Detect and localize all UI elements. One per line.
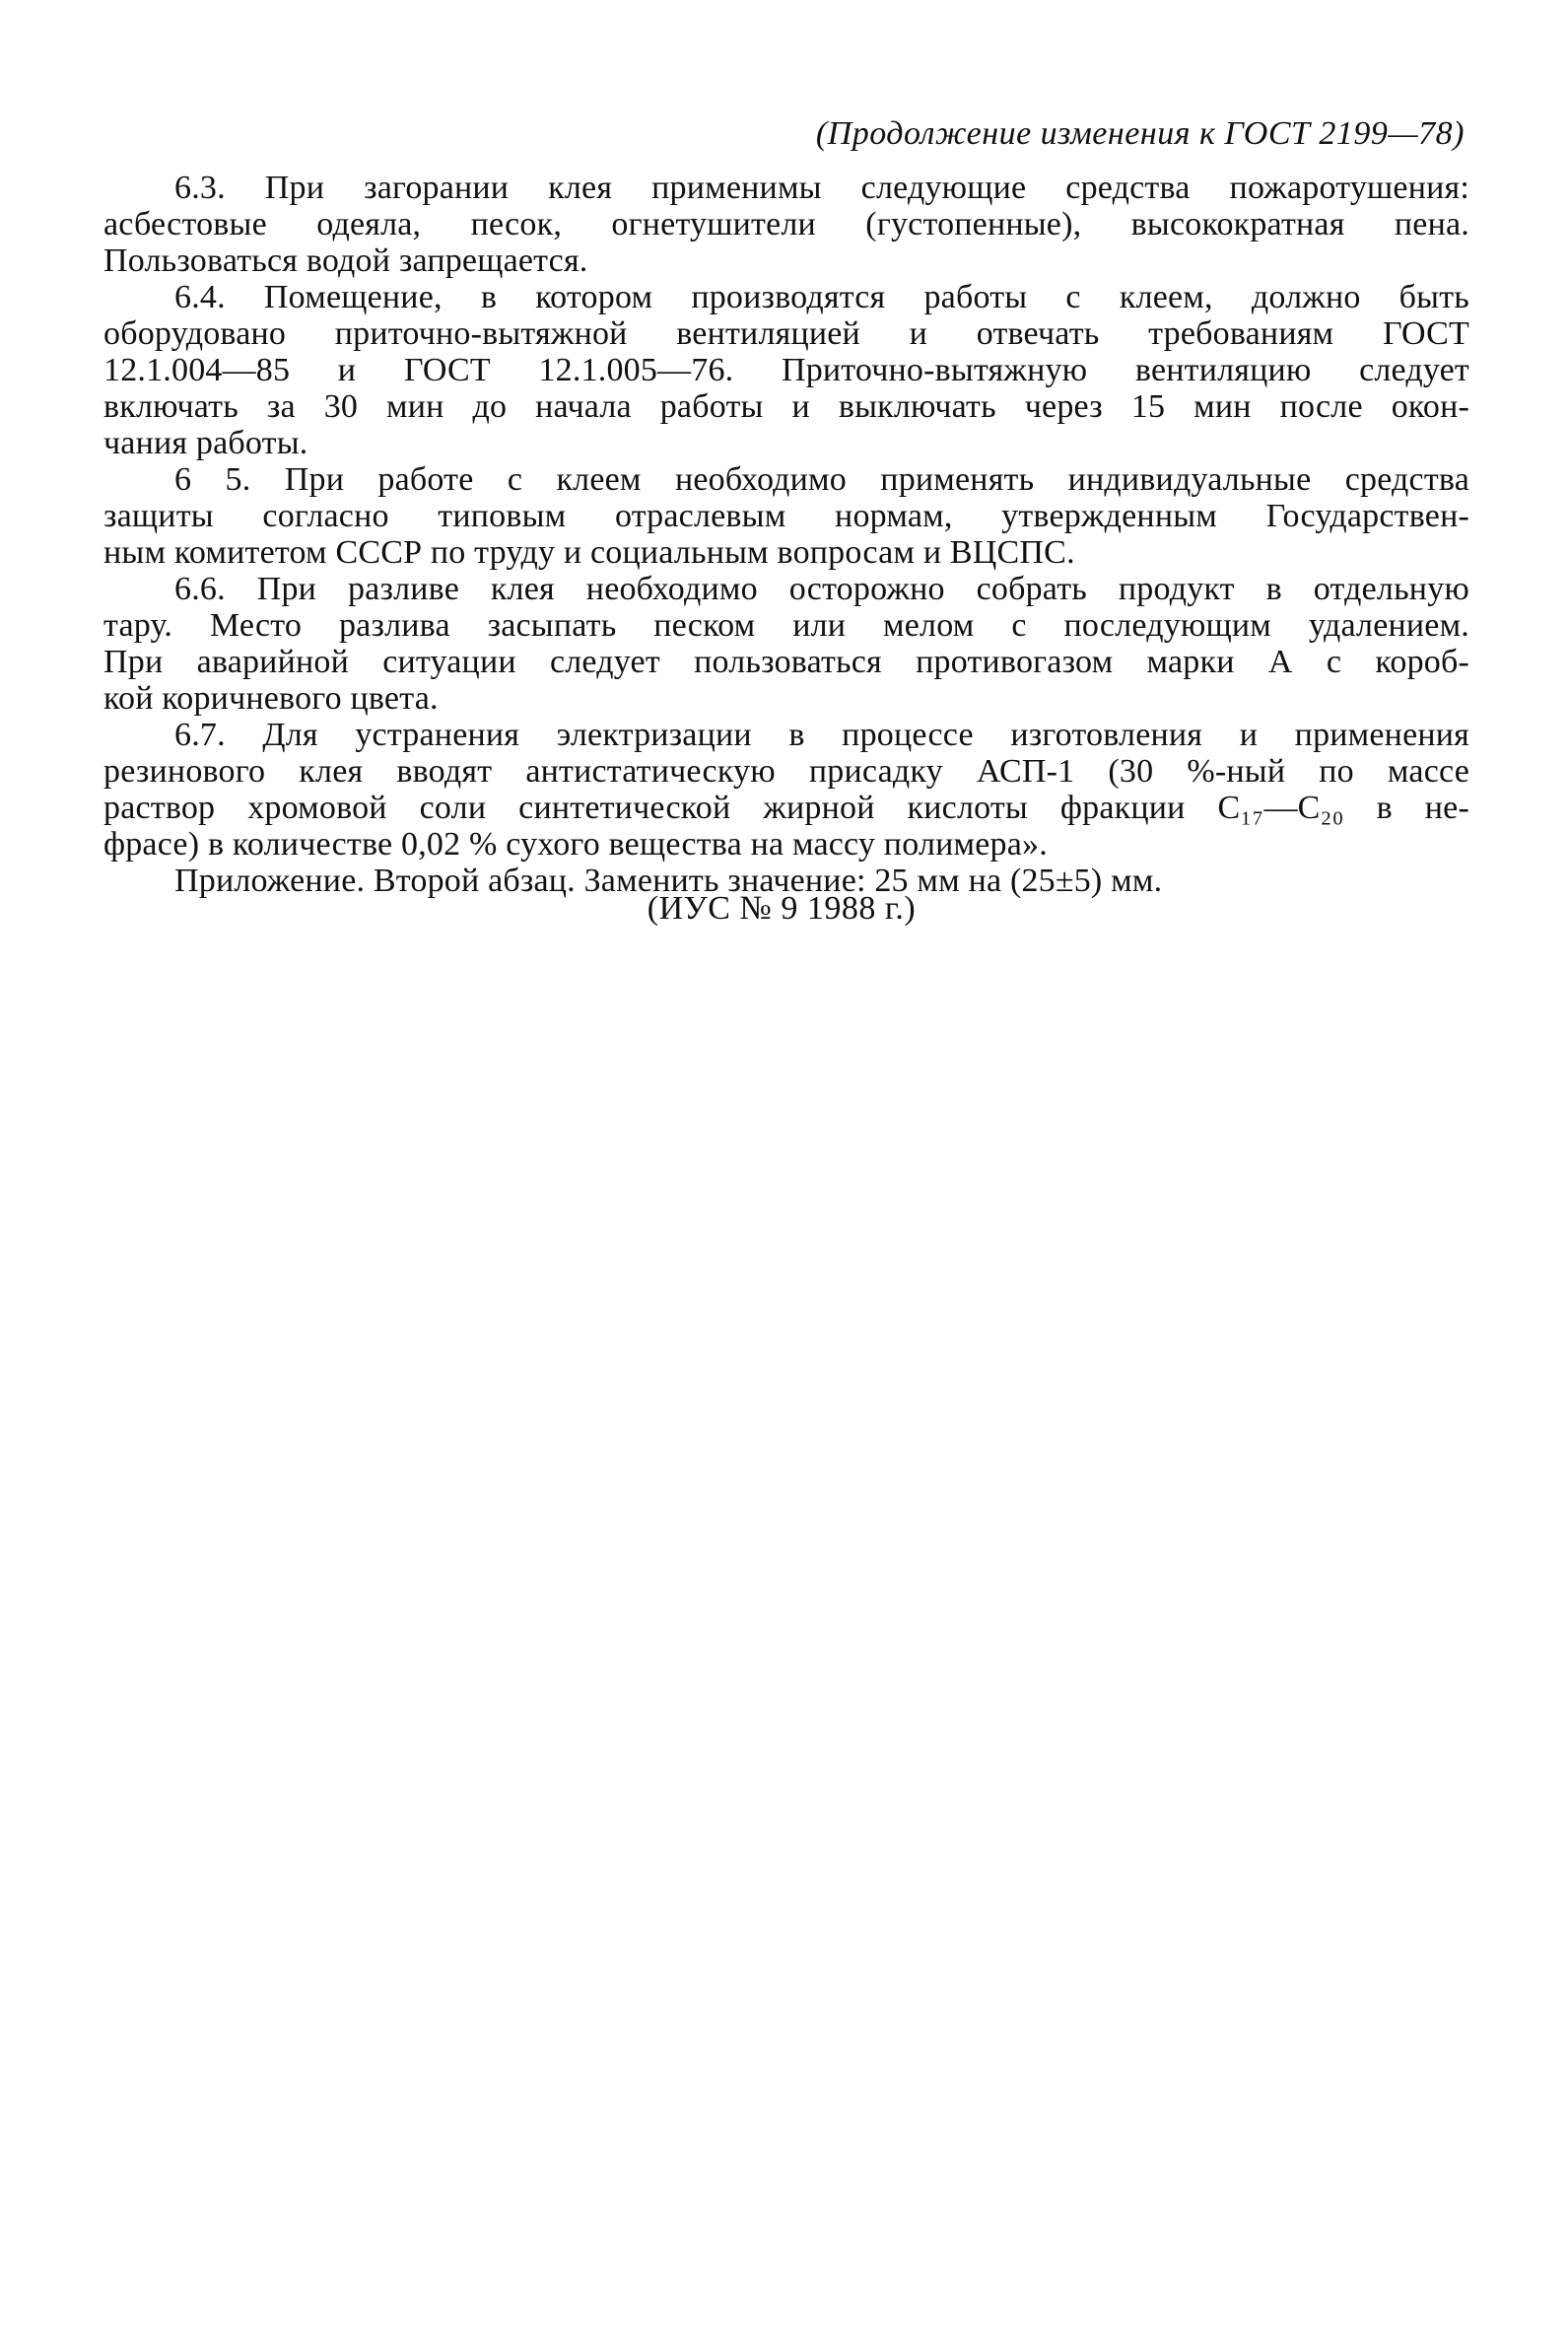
paragraph-6-7 [103,717,1469,863]
text-line: кой коричневого цвета. [103,680,439,717]
text-line: 12.1.004—85 и ГОСТ 12.1.005—76. Приточно-вытяжную вентиляцию следует [103,352,1469,388]
text-line: Приложение. Второй абзац. Заменить значение: 25 мм на (25±5) мм. [174,863,1163,899]
text-line: Пользоваться водой запрещается. [103,242,588,279]
text-line: фрасе) в количестве 0,02 % сухого вещества на массу полимера». [103,826,1048,863]
text-line: оборудовано приточно-вытяжной вентиляцией и отвечать требованиям ГОСТ [103,315,1469,352]
text-line: 6.6. При разливе клея необходимо осторожно собрать продукт в отдельную [174,571,1469,607]
paragraph-6-6 [103,571,1469,717]
text-line: При аварийной ситуации следует пользоваться противогазом марки А с короб- [103,644,1469,680]
text-line: 6.7. Для устранения электризации в процессе изготовления и применения [174,717,1469,753]
text-line: асбестовые одеяла, песок, огнетушители (густопенные), высокократная пена. [103,206,1469,242]
text-line: чания работы. [103,425,308,461]
paragraph-6-5 [103,461,1469,571]
text-line: 6.3. При загорании клея применимы следующие средства пожаротушения: [174,170,1469,206]
text-line: резинового клея вводят антистатическую присадку АСП-1 (30 %-ный по массе [103,753,1469,790]
text-line: 6.4. Помещение, в котором производятся работы с клеем, должно быть [174,279,1469,315]
source-reference: (ИУС № 9 1988 г.) [647,890,917,927]
paragraph-6-3 [103,170,1469,279]
text-line: раствор хромовой соли синтетической жирной кислоты фракции C₁₇—C₂₀ в не- [103,790,1469,826]
text-line: защиты согласно типовым отраслевым нормам, утвержденным Государствен- [103,498,1469,534]
document-body [103,170,1469,899]
text-line: ным комитетом СССР по труду и социальным вопросам и ВЦСПС. [103,534,1075,571]
text-line: тару. Место разлива засыпать песком или мелом с последующим удалением. [103,607,1469,644]
continuation-header: (Продолжение изменения к ГОСТ 2199—78) [815,115,1465,152]
text-line: включать за 30 мин до начала работы и выключать через 15 мин после окон- [103,388,1469,425]
paragraph-6-4 [103,279,1469,461]
text-line: 6 5. При работе с клеем необходимо применять индивидуальные средства [174,461,1469,498]
